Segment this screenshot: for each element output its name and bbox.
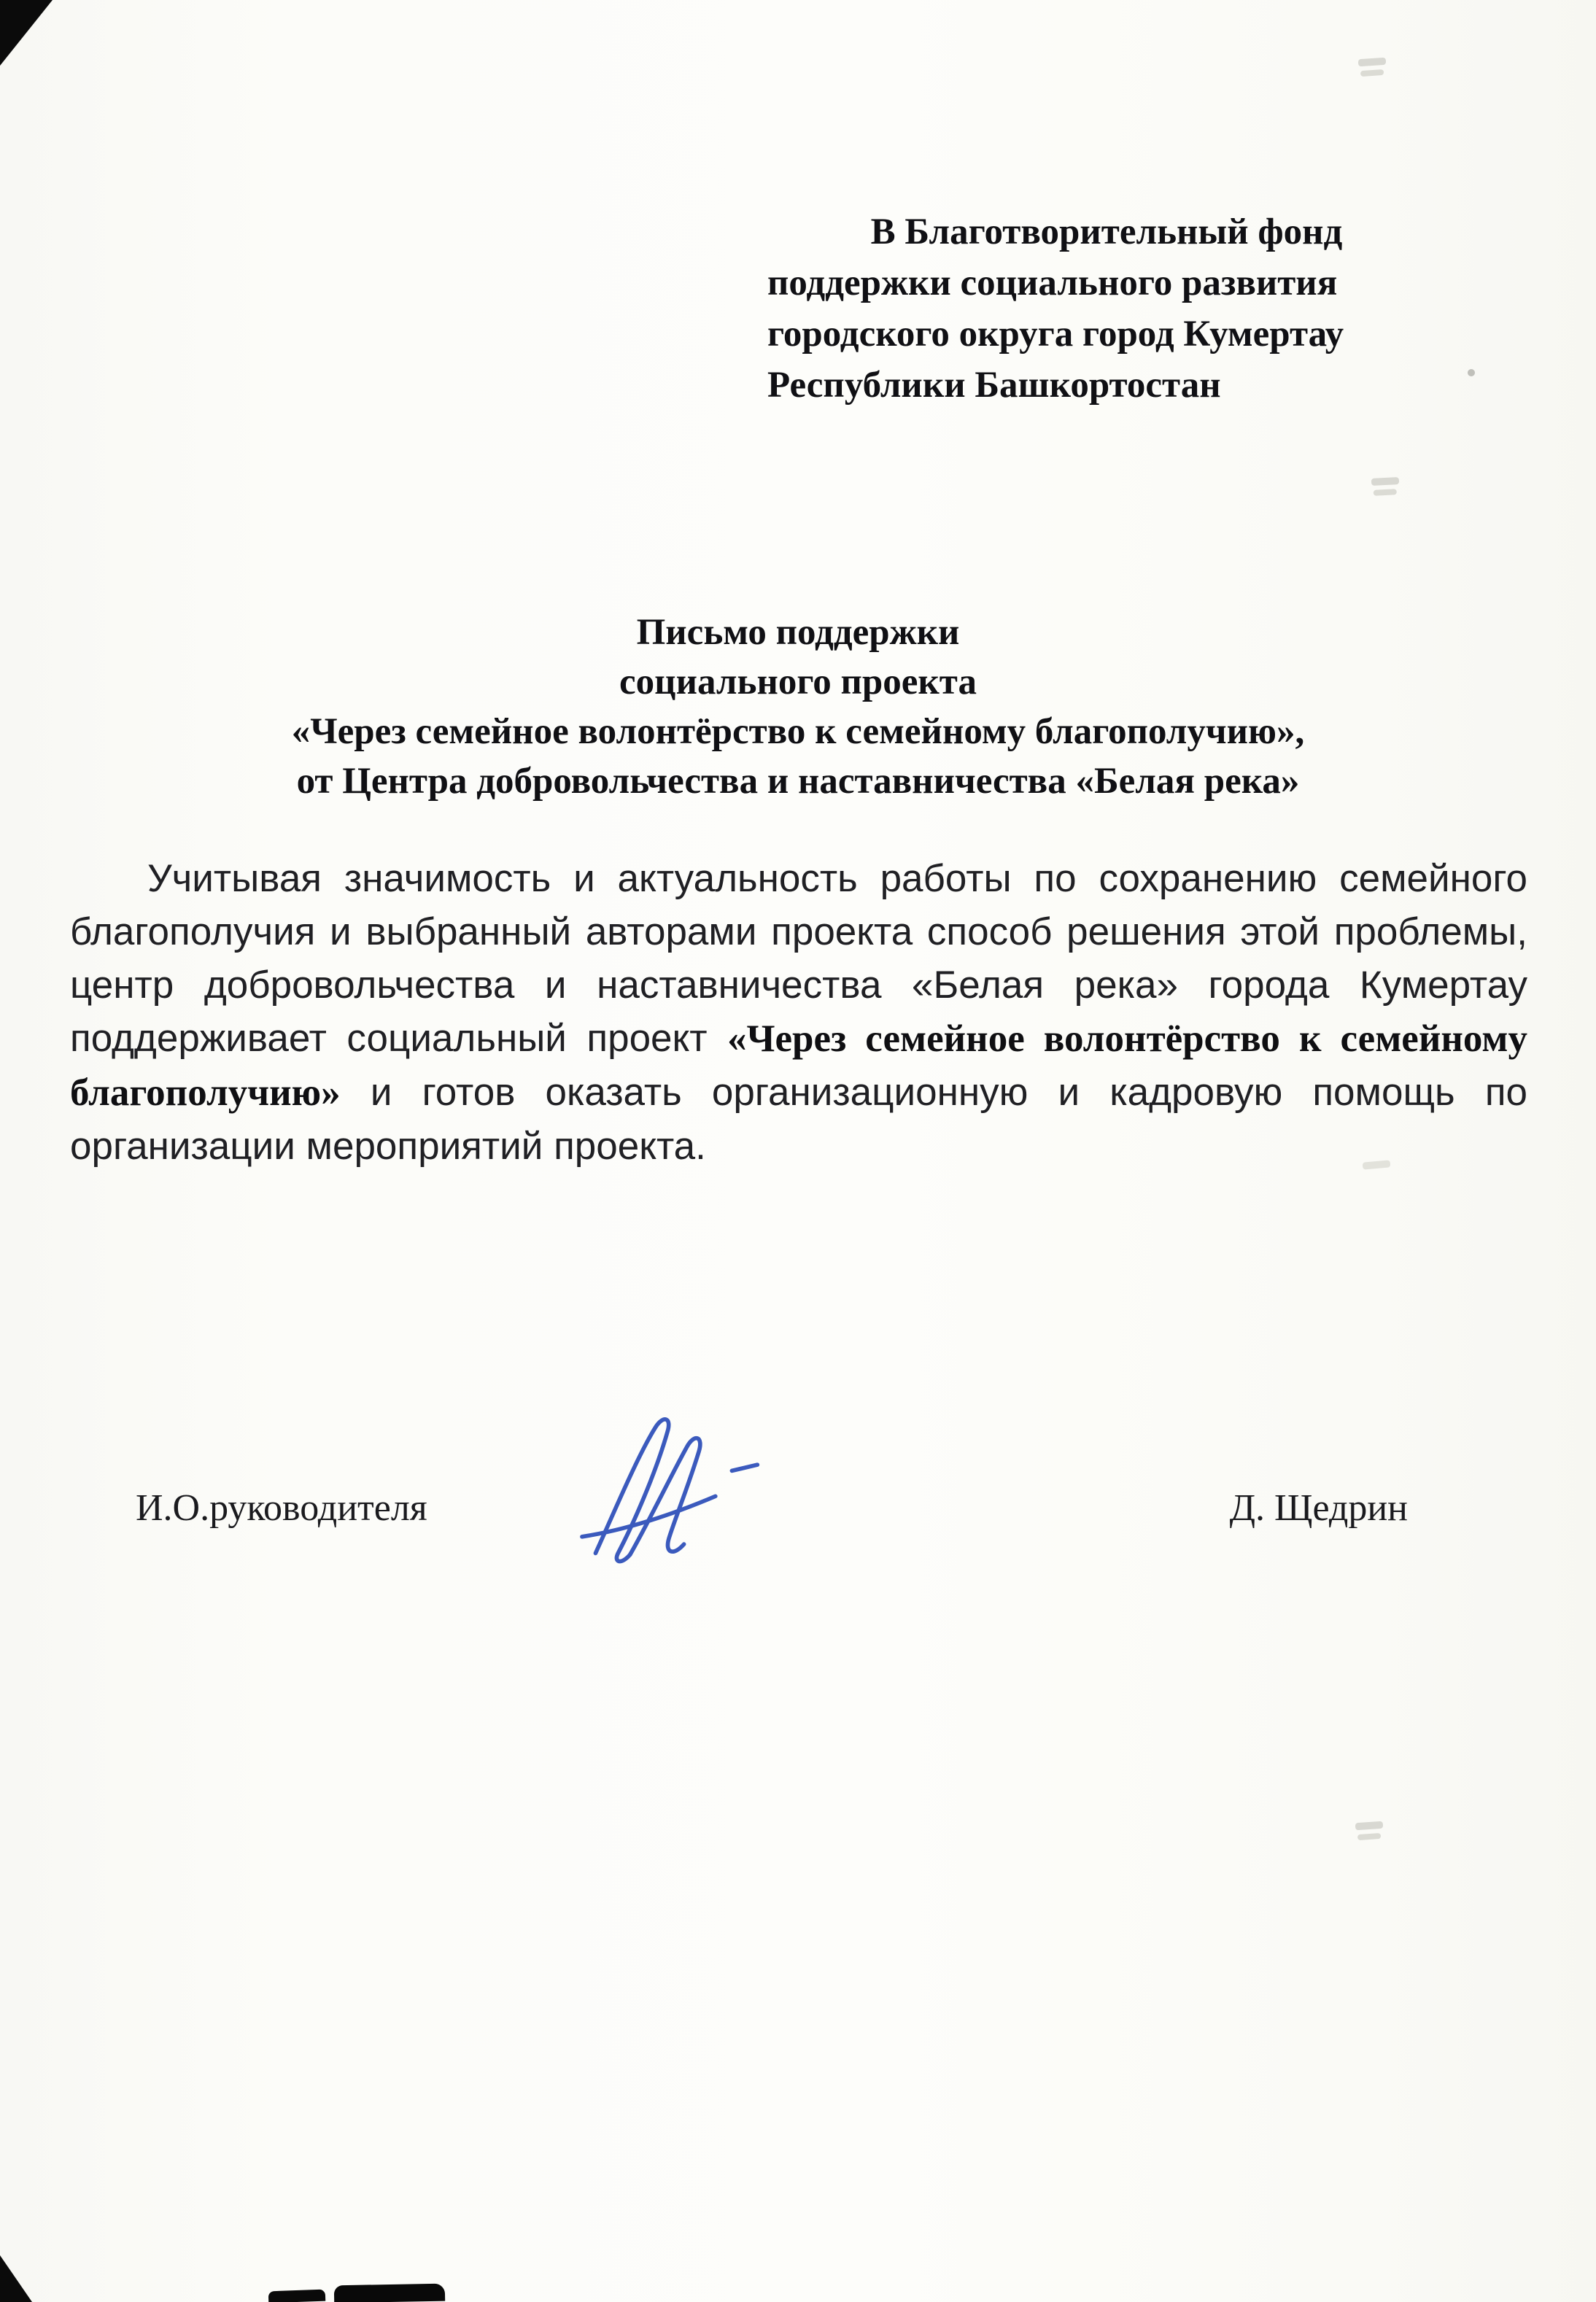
- project-name-bold: «Через семейное волонтёрство к семейному благополучию»: [70, 1018, 1527, 1114]
- addressee-line: В Благотворительный фонд: [870, 212, 1343, 252]
- addressee-line: городского округа город Кумертау: [767, 314, 1344, 354]
- scan-artifact-mark: [1355, 1821, 1384, 1831]
- body-text-segment: Учитывая значимость и актуальность работы по сохранению семейного благополучия и выбранный авторами проекта способ решения этой проблемы, центр добровольчества и наставничества «Белая река» города Кумертау поддерживает социальный проект: [70, 857, 1527, 1060]
- scan-artifact-mark: [1371, 477, 1399, 486]
- signature-strokes: [582, 1419, 757, 1562]
- signer-name: Д. Щедрин: [1229, 1487, 1408, 1529]
- title-line: «Через семейное волонтёрство к семейному благополучию»,: [291, 711, 1305, 752]
- signer-position: И.О.руководителя: [136, 1487, 427, 1529]
- scan-artifact-dot: [1468, 369, 1475, 376]
- addressee-line: поддержки социального развития: [767, 263, 1338, 303]
- scan-artifact-mark: [1358, 58, 1387, 67]
- title-line: от Центра добровольчества и наставничества «Белая река»: [296, 761, 1300, 802]
- body-paragraph: [70, 852, 1527, 1173]
- scan-artifact-bottom-smudge: [334, 2284, 445, 2302]
- addressee-block: [767, 206, 1446, 411]
- body-text-segment: и готов оказать организационную и кадровую помощь по организации мероприятий проекта.: [70, 1071, 1527, 1168]
- scan-artifact-corner-top-left: [0, 0, 53, 66]
- scan-artifact-bottom-smudge: [268, 2290, 326, 2302]
- addressee-line: Республики Башкортостан: [767, 365, 1221, 406]
- letter-title: [80, 608, 1516, 806]
- scan-artifact-corner-bottom-left: [0, 2255, 32, 2302]
- title-line: социального проекта: [619, 662, 977, 702]
- title-line: Письмо поддержки: [636, 612, 960, 653]
- handwritten-signature-icon: [567, 1405, 764, 1570]
